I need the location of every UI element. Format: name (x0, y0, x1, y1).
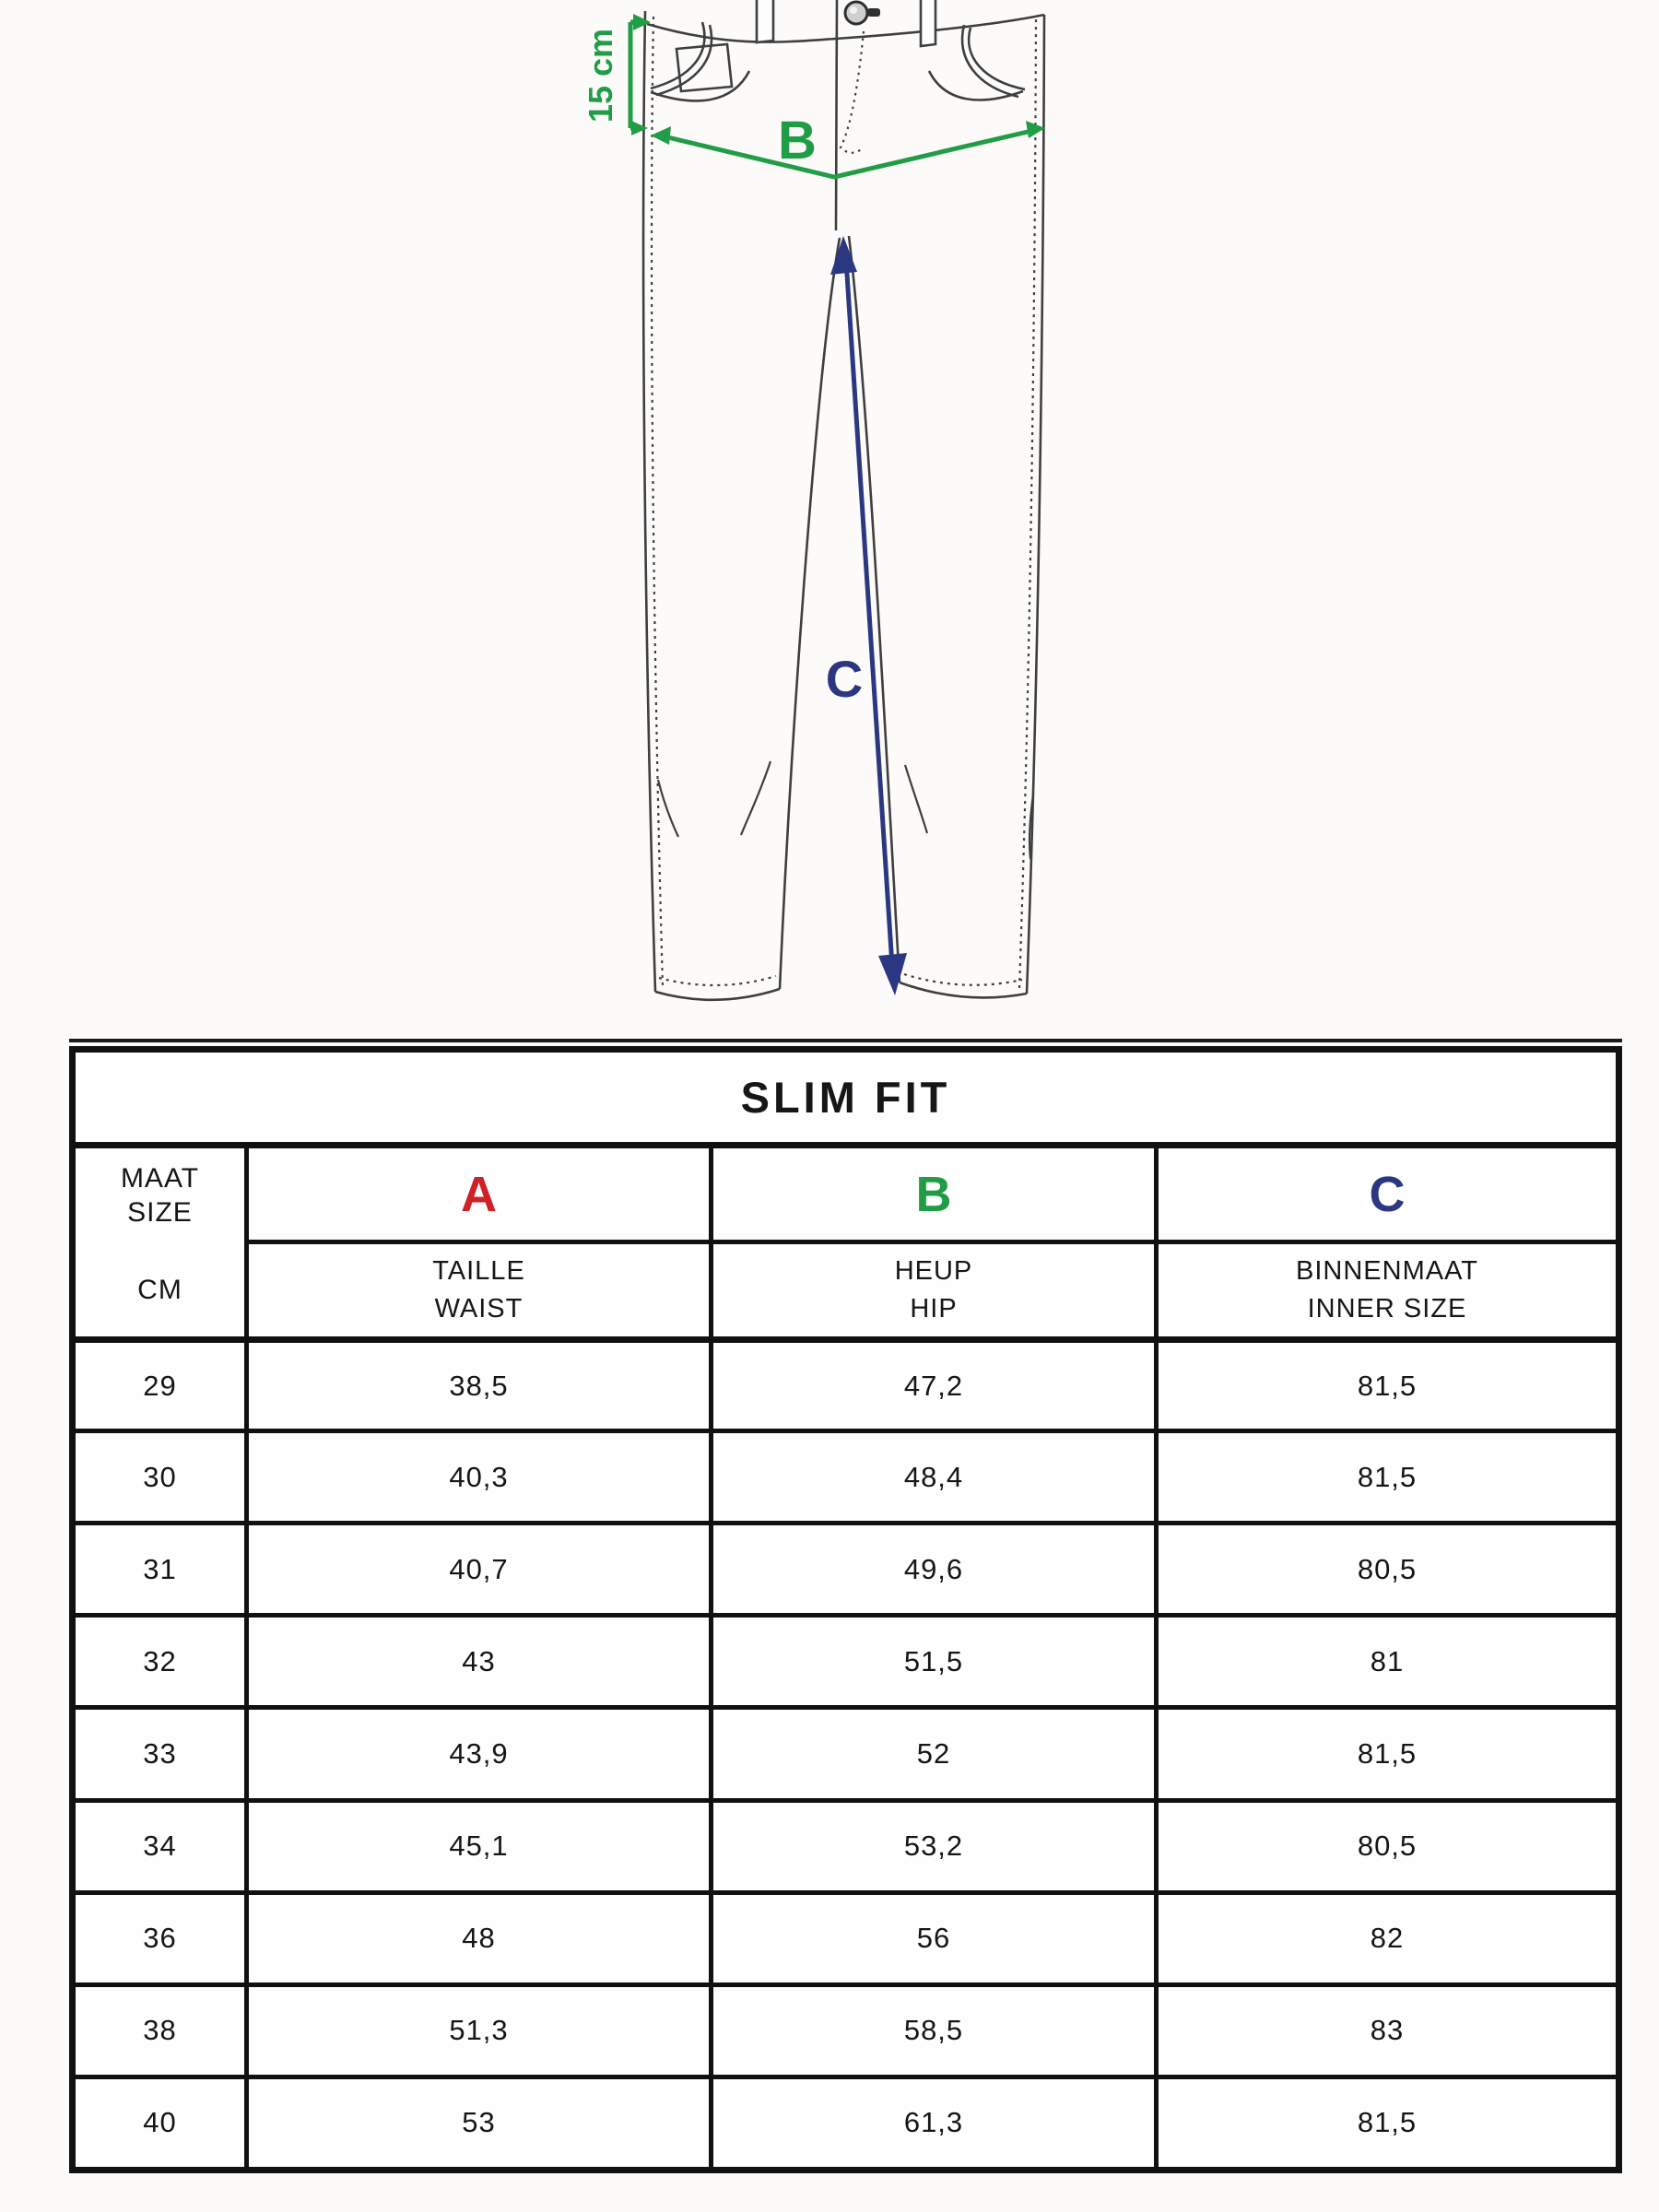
pants-sketch (643, 0, 1044, 1000)
column-label-inner-size (1154, 1244, 1616, 1336)
table-row-hip: 51,5 (709, 1613, 1154, 1705)
size-column-header-name (121, 1148, 199, 1242)
button-icon (845, 2, 880, 24)
measure-b (651, 121, 1045, 177)
label-taille: TAILLE (432, 1256, 525, 1286)
table-row-hip: 53,2 (709, 1798, 1154, 1890)
column-label-waist (244, 1244, 709, 1336)
table-row-waist: 51,3 (244, 1983, 709, 2075)
table-row-inner: 81 (1154, 1613, 1616, 1705)
table-row-waist: 45,1 (244, 1798, 709, 1890)
table-row-size: 33 (76, 1705, 244, 1797)
table-row-waist: 43 (244, 1613, 709, 1705)
table-row-waist: 40,7 (244, 1521, 709, 1613)
table-row-size: 31 (76, 1521, 244, 1613)
measure-c (830, 236, 907, 995)
table-row-inner: 81,5 (1154, 1705, 1616, 1797)
label-hip: HIP (910, 1294, 958, 1324)
table-row-hip: 61,3 (709, 2075, 1154, 2167)
table-row-hip: 56 (709, 1890, 1154, 1983)
size-header-line2: SIZE (127, 1197, 193, 1228)
column-letter-a: A (244, 1148, 709, 1244)
table-row-size: 34 (76, 1798, 244, 1890)
label-binnenmaat: BINNENMAAT (1296, 1256, 1478, 1286)
measure-15cm (630, 14, 651, 135)
column-label-hip (709, 1244, 1154, 1336)
table-row-inner: 82 (1154, 1890, 1616, 1983)
table-row-hip: 49,6 (709, 1521, 1154, 1613)
label-waist: WAIST (434, 1294, 524, 1324)
column-letter-c: C (1154, 1148, 1616, 1244)
table-row-inner: 80,5 (1154, 1521, 1616, 1613)
size-table-title: SLIM FIT (76, 1053, 1616, 1148)
table-row-inner: 81,5 (1154, 1429, 1616, 1521)
table-row-inner: 81,5 (1154, 2075, 1616, 2167)
table-row-size: 40 (76, 2075, 244, 2167)
pants-technical-drawing (0, 0, 1659, 1051)
label-inner-size: INNER SIZE (1307, 1294, 1467, 1324)
measure-15cm-label: 15 cm (582, 28, 619, 124)
table-row-waist: 48 (244, 1890, 709, 1983)
table-row-hip: 58,5 (709, 1983, 1154, 2075)
table-row-size: 30 (76, 1429, 244, 1521)
measure-c-label: C (825, 650, 864, 708)
table-row-waist: 38,5 (244, 1336, 709, 1429)
table-row-inner: 81,5 (1154, 1336, 1616, 1429)
size-table (69, 1046, 1622, 2173)
table-row-inner: 80,5 (1154, 1798, 1616, 1890)
table-row-waist: 43,9 (244, 1705, 709, 1797)
table-row-size: 38 (76, 1983, 244, 2075)
label-heup: HEUP (894, 1256, 973, 1286)
table-row-inner: 83 (1154, 1983, 1616, 2075)
size-header-line1: MAAT (120, 1163, 200, 1194)
table-row-hip: 48,4 (709, 1429, 1154, 1521)
table-row-size: 36 (76, 1890, 244, 1983)
table-row-size: 29 (76, 1336, 244, 1429)
table-row-waist: 53 (244, 2075, 709, 2167)
size-column-header (76, 1148, 244, 1336)
measure-b-label: B (778, 111, 817, 171)
column-letter-b: B (709, 1148, 1154, 1244)
table-row-waist: 40,3 (244, 1429, 709, 1521)
table-row-size: 32 (76, 1613, 244, 1705)
table-row-hip: 52 (709, 1705, 1154, 1797)
size-column-header-unit (137, 1242, 182, 1336)
size-header-unit: CM (137, 1274, 182, 1305)
table-row-hip: 47,2 (709, 1336, 1154, 1429)
